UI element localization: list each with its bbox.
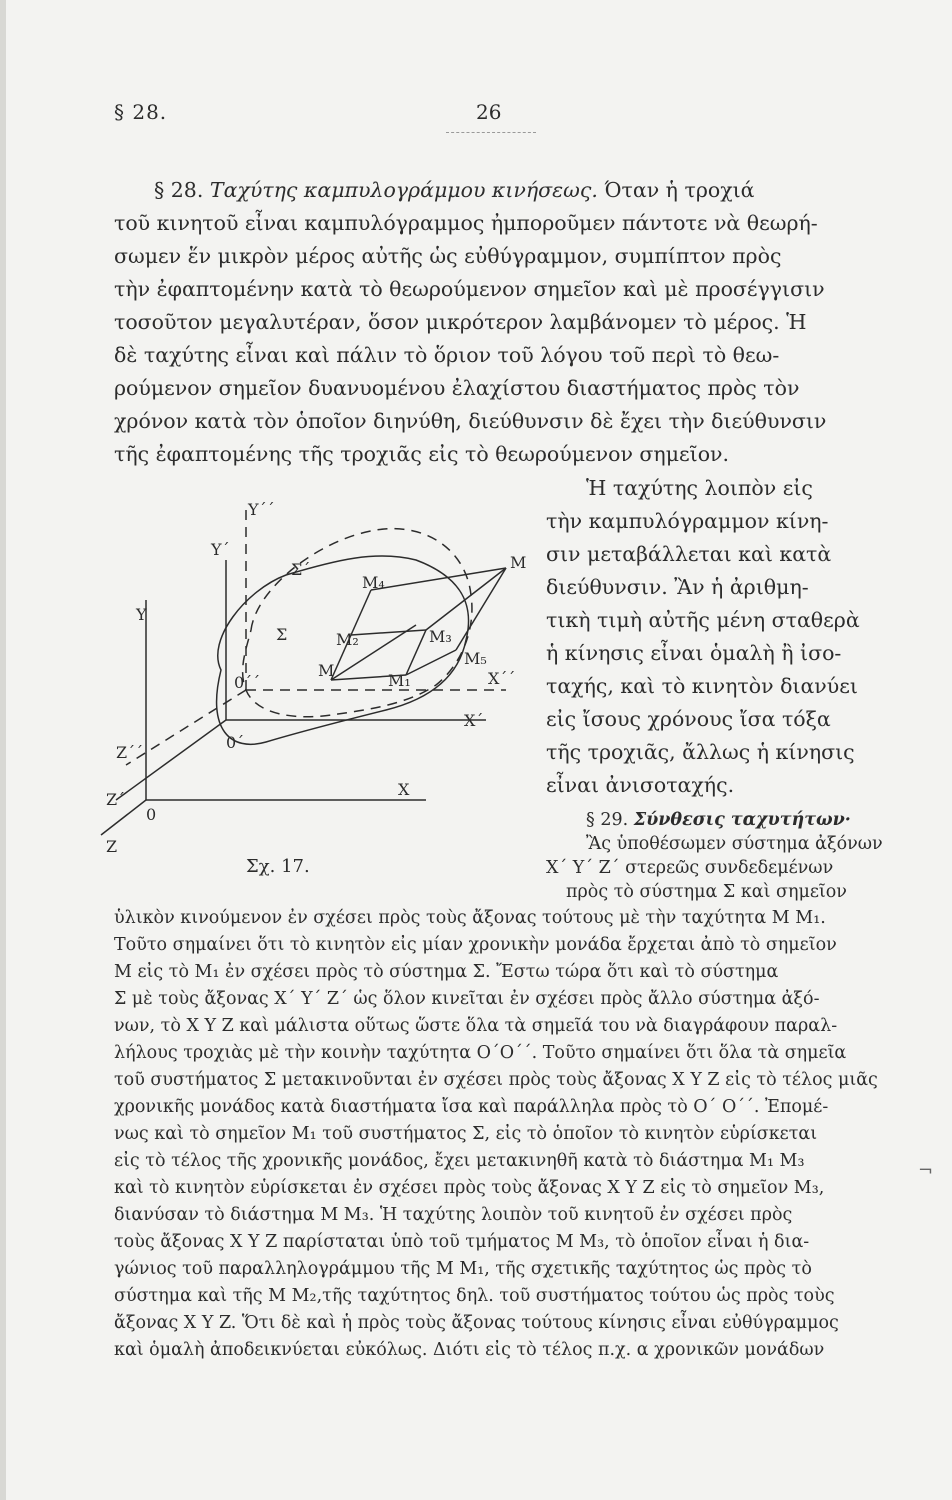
right-col-line: εἰς ἴσους χρόνους ἴσα τόξα (546, 707, 831, 731)
label-z: Z (106, 837, 118, 856)
figure-caption: Σχ. 17. (246, 856, 310, 877)
section-29-right-line: πρὸς τὸ σύστημα Σ καὶ σημεῖον (566, 882, 847, 902)
section-29-line: τοῦ συστήματος Σ μετακινοῦνται ἐν σχέσει πρὸς τοὺς ἄξονας X Y Z εἰς τὸ τέλος μιᾶς (114, 1070, 878, 1090)
section-29-number: § 29. (586, 810, 629, 830)
label-y-prime: Y΄ (211, 540, 230, 559)
label-o-double-prime: 0΄΄ (234, 673, 261, 692)
section-29-line: χρονικῆς μονάδος κατὰ διαστήματα ἴσα καὶ παράλληλα πρὸς τὸ O΄ O΄΄. Ἐπομέ- (114, 1097, 829, 1117)
right-col-line: Ἡ ταχύτης λοιπὸν εἰς (586, 476, 813, 500)
axis-z-double-prime (126, 690, 246, 765)
right-col-line: τικὴ τιμὴ αὐτῆς μένη σταθερὰ (546, 608, 860, 632)
right-col-line: διεύθυνσιν. Ἂν ἡ ἀριθμη- (546, 575, 809, 599)
label-m3: M₃ (429, 627, 452, 646)
right-col-line: εἶναι ἀνισοταχής. (546, 773, 735, 797)
header-rule (446, 132, 536, 133)
section-29-line: λήλους τροχιὰς μὲ τὴν κοινὴν ταχύτητα O΄O΄΄. Τοῦτο σημαίνει ὅτι ὅλα τὰ σημεῖα (114, 1043, 847, 1063)
section-28-line: τὴν ἐφαπτομένην κατὰ τὸ θεωρούμενον σημεῖον καὶ μὲ προσέγγισιν (114, 277, 825, 301)
section-29-line: καὶ ὁμαλὴ ἀποδεικνύεται εὐκόλως. Διότι εἰς τὸ τέλος π.χ. α χρονικῶν μονάδων (114, 1340, 825, 1360)
right-col-line: τῆς τροχιᾶς, ἄλλως ἡ κίνησις (546, 740, 855, 764)
label-y: Y (136, 605, 147, 624)
section-28-number: § 28. (154, 178, 204, 202)
section-29-line: Σ μὲ τοὺς ἄξονας X΄ Y΄ Z΄ ὡς ὅλον κινεῖται ἐν σχέσει πρὸς ἄλλο σύστημα ἀξό- (114, 989, 820, 1009)
segment-m2-m4 (351, 590, 371, 635)
section-28-heading-line (114, 180, 894, 201)
section-29-right-line: X΄ Y΄ Z΄ στερεῶς συνδεδεμένων (546, 858, 834, 878)
section-29-line: M εἰς τὸ M₁ ἐν σχέσει πρὸς τὸ σύστημα Σ. Ἔστω τώρα ὅτι καὶ τὸ σύστημα (114, 962, 779, 982)
section-28-line-0: Όταν ἡ τροχιά (604, 178, 755, 202)
label-z-double-prime: Z΄΄ (116, 743, 144, 762)
section-29-line: γώνιος τοῦ παραλληλογράμμου τῆς M M₁, τῆς σχετικῆς ταχύτητος ὡς πρὸς τὸ (114, 1259, 812, 1279)
right-col-line: ἡ κίνησις εἶναι ὁμαλὴ ἢ ἰσο- (546, 641, 842, 665)
label-m5: M₅ (464, 649, 487, 668)
section-28-line: χρόνον κατὰ τὸν ὁποῖον διηνύθη, διεύθυνσιν δὲ ἔχει τὴν διεύθυνσιν (114, 409, 827, 433)
section-29-right-line: Ἂς ὑποθέσωμεν σύστημα ἀξόνων (586, 834, 883, 854)
section-28-line: τοῦ κινητοῦ εἶναι καμπυλόγραμμος ἠμποροῦμεν πάντοτε νὰ θεωρή- (114, 211, 818, 235)
section-29-line: νων, τὸ X Y Z καὶ μάλιστα οὕτως ὥστε ὅλα τὰ σημεῖά του νὰ διαγράφουν παραλ- (114, 1016, 838, 1036)
segment-m5-mt (456, 568, 506, 650)
segment-m3-mt (426, 568, 506, 630)
section-28-line: τοσοῦτον μεγαλυτέραν, ὅσον μικρότερον λαμβάνομεν τὸ μέρος. Ἡ (114, 310, 807, 334)
label-sigma-prime: Σ΄ (291, 560, 311, 579)
section-29-line: ὑλικὸν κινούμενον ἐν σχέσει πρὸς τοὺς ἄξονας τούτους μὲ τὴν ταχύτητα M M₁. (114, 908, 826, 928)
label-m1: M₁ (388, 671, 411, 690)
section-29-line: Τοῦτο σημαίνει ὅτι τὸ κινητὸν εἰς μίαν χρονικὴν μονάδα ἔρχεται ἀπὸ τὸ σημεῖον (114, 935, 837, 955)
section-29-line: ἄξονας X Y Z. Ὅτι δὲ καὶ ἡ πρὸς τοὺς ἄξονας τούτους κίνησις εἶναι εὐθύγραμμος (114, 1313, 839, 1333)
section-29-line: διανύσαν τὸ διάστημα M M₃. Ἡ ταχύτης λοιπὸν τοῦ κινητοῦ ἐν σχέσει πρὸς (114, 1205, 793, 1225)
page-number: 26 (476, 100, 502, 124)
label-x-prime: X΄ (464, 711, 484, 730)
section-28-line: δὲ ταχύτης εἶναι καὶ πάλιν τὸ ὅριον τοῦ λόγου τοῦ περὶ τὸ θεω- (114, 343, 780, 367)
label-z-prime: Z΄ (106, 790, 126, 809)
section-29-line: τοὺς ἄξονας X Y Z παρίσταται ὑπὸ τοῦ τμήματος M M₃, τὸ ὁποῖον εἶναι ἡ δια- (114, 1232, 810, 1252)
label-o-prime: 0΄ (226, 733, 245, 752)
section-29-line: καὶ τὸ κινητὸν εὑρίσκεται ἐν σχέσει πρὸς τοὺς ἄξονας X Y Z εἰς τὸ σημεῖον M₃, (114, 1178, 825, 1198)
section-28-line: τῆς ἐφαπτομένης τῆς τροχιᾶς εἰς τὸ θεωρούμενον σημεῖον. (114, 442, 730, 466)
right-col-line: σιν μεταβάλλεται καὶ κατὰ (546, 542, 832, 566)
section-29-line: εἰς τὸ τέλος τῆς χρονικῆς μονάδος, ἔχει μετακινηθῆ κατὰ τὸ διάστημα M₁ M₃ (114, 1151, 805, 1171)
section-28-title: Ταχύτης καμπυλογράμμου κινήσεως. (209, 178, 598, 202)
label-m: M (318, 661, 335, 680)
label-m-t: M (510, 553, 527, 572)
section-28-line: σωμεν ἕν μικρὸν μέρος αὐτῆς ὡς εὐθύγραμμον, συμπίπτον πρὸς (114, 244, 782, 268)
section-28-line: ρούμενον σημεῖον δυανυομένου ἐλαχίστου διαστήματος πρὸς τὸν (114, 376, 800, 400)
section-29-line: νως καὶ τὸ σημεῖον M₁ τοῦ συστήματος Σ, εἰς τὸ ὁποῖον τὸ κινητὸν εὑρίσκεται (114, 1124, 818, 1144)
figure-17 (86, 480, 536, 880)
right-col-line: τὴν καμπυλόγραμμον κίνη- (546, 509, 829, 533)
section-29-title: Σύνθεσις ταχυτήτων· (633, 810, 851, 830)
right-col-line: ταχής, καὶ τὸ κινητὸν διανύει (546, 674, 858, 698)
label-y-double-prime: Y΄΄ (248, 500, 275, 519)
label-sigma: Σ (276, 625, 288, 644)
label-x-double-prime: X΄΄ (488, 669, 516, 688)
segment-m2-m3 (351, 630, 426, 635)
running-head-section: § 28. (114, 100, 168, 124)
label-x: X (398, 780, 410, 799)
margin-mark: ¬ (918, 1160, 934, 1181)
label-o: 0 (146, 805, 157, 824)
segment-m1-m3 (406, 630, 426, 675)
segment-m1-m5 (406, 650, 456, 675)
section-29-line: σύστημα καὶ τῆς M M₂,τῆς ταχύτητος δηλ. τοῦ συστήματος τούτου ὡς πρὸς τοὺς (114, 1286, 835, 1306)
section-29-heading (586, 812, 851, 830)
label-m4: M₄ (362, 573, 385, 592)
surface-sigma (217, 556, 469, 744)
label-m2: M₂ (336, 630, 359, 649)
